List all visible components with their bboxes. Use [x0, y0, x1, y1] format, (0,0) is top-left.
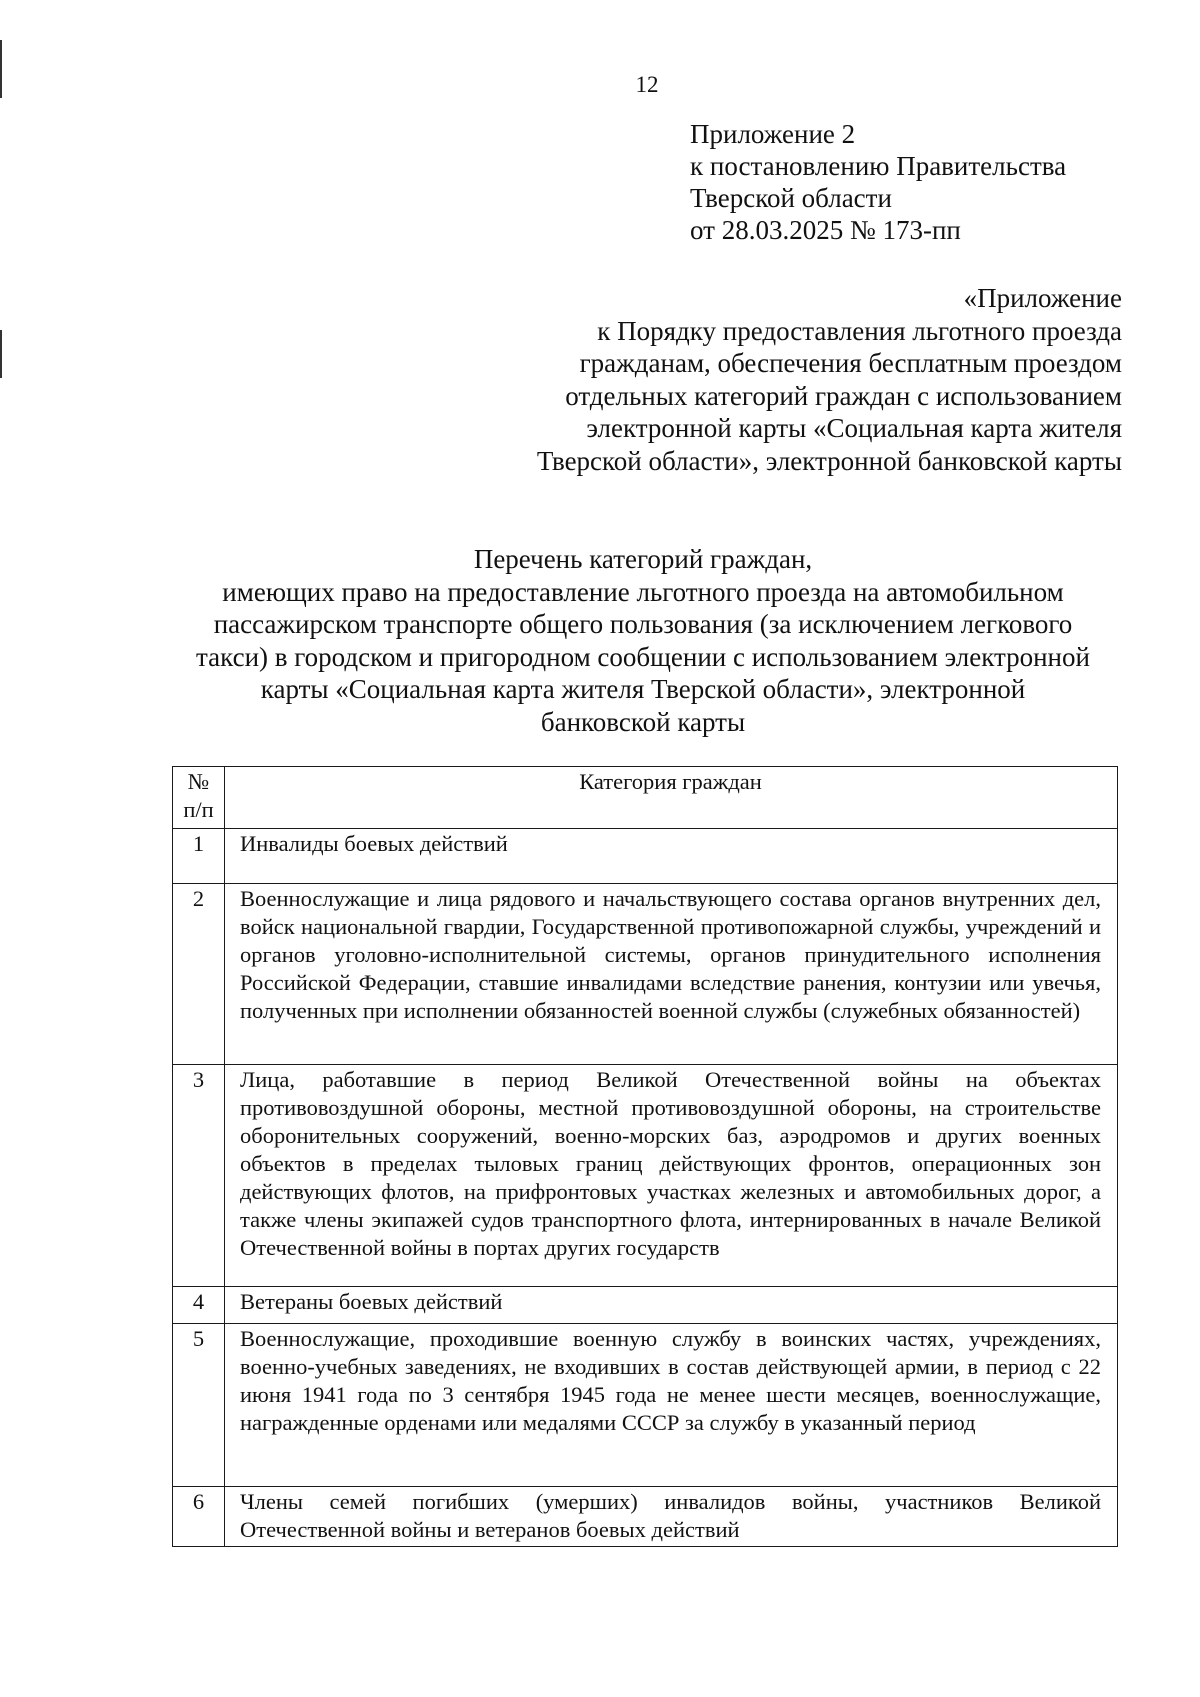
- scan-edge-mark: [0, 330, 2, 378]
- categories-table: [172, 766, 1118, 1547]
- row-category-text: Военнослужащие и лица рядового и начальствующего состава органов внутренних дел, войск национальной гвардии, Государственной противопожарной службы, учреждений и органов уголовно-исполнительной системы, органов принудительного исполнения Российской Федерации, ставшие инвалидами вследствие ранения, контузии или увечья, полученных при исполнении обязанностей военной службы (служебных обязанностей): [225, 884, 1118, 1065]
- procedure-line: отдельных категорий граждан с использованием: [565, 380, 1122, 411]
- appendix-line: Тверской области: [690, 183, 892, 213]
- list-title-line: имеющих право на предоставление льготного проезда на автомобильном: [222, 576, 1064, 607]
- procedure-reference: [422, 282, 1122, 477]
- table-row: [173, 1065, 1118, 1287]
- row-number: 6: [173, 1487, 225, 1547]
- list-title: [160, 543, 1126, 738]
- list-title-line: Перечень категорий граждан,: [473, 544, 813, 574]
- row-category-text: Ветераны боевых действий: [225, 1287, 1118, 1324]
- procedure-line: «Приложение: [963, 283, 1122, 313]
- list-title-line: пассажирском транспорте общего пользования (за исключением легкового: [213, 609, 1073, 639]
- table-row: [173, 829, 1118, 884]
- appendix-reference: [690, 118, 1066, 246]
- table-row: [173, 1324, 1118, 1487]
- procedure-line: Тверской области», электронной банковской карты: [536, 445, 1122, 476]
- table-row: [173, 1287, 1118, 1324]
- appendix-line: от 28.03.2025 № 173-пп: [690, 215, 961, 245]
- row-category-text: Члены семей погибших (умерших) инвалидов войны, участников Великой Отечественной войны и ветеранов боевых действий: [225, 1487, 1118, 1547]
- row-number: 3: [173, 1065, 225, 1287]
- row-number: 4: [173, 1287, 225, 1324]
- list-title-line: такси) в городском и пригородном сообщении с использованием электронной: [196, 641, 1090, 672]
- appendix-line: Приложение 2: [690, 119, 856, 149]
- row-category-text: Инвалиды боевых действий: [225, 829, 1118, 884]
- appendix-line: к постановлению Правительства: [690, 151, 1067, 181]
- row-number: 5: [173, 1324, 225, 1487]
- row-category-text: Лица, работавшие в период Великой Отечественной войны на объектах противовоздушной обороны, местной противовоздушной обороны, на строительстве оборонительных сооружений, военно-морских баз, аэродромов и других военных объектов в пределах тыловых границ действующих фронтов, операционных зон действующих флотов, на прифронтовых участках железных и автомобильных дорог, а также члены экипажей судов транспортного флота, интернированных в начале Великой Отечественной войны в портах других государств: [225, 1065, 1118, 1287]
- header-number-cell: [173, 767, 225, 829]
- header-category-cell: Категория граждан: [225, 767, 1118, 829]
- list-title-line: карты «Социальная карта жителя Тверской области», электронной: [260, 674, 1026, 704]
- row-number: 1: [173, 829, 225, 884]
- header-number-abbr: п/п: [183, 797, 214, 822]
- procedure-line: гражданам, обеспечения бесплатным проездом: [579, 348, 1122, 378]
- procedure-line: к Порядку предоставления льготного проезда: [597, 315, 1122, 346]
- row-number: 2: [173, 884, 225, 1065]
- table-row: [173, 884, 1118, 1065]
- table-row: [173, 1487, 1118, 1547]
- procedure-line: электронной карты «Социальная карта жителя: [586, 413, 1122, 443]
- page-number: 12: [635, 72, 659, 97]
- list-title-line: банковской карты: [540, 706, 746, 737]
- header-number-sign: №: [187, 769, 210, 794]
- row-category-text: Военнослужащие, проходившие военную службу в воинских частях, учреждениях, военно-учебных заведениях, не входивших в состав действующей армии, в период с 22 июня 1941 года по 3 сентября 1945 года не менее шести месяцев, военнослужащие, награжденные орденами или медалями СССР за службу в указанный период: [225, 1324, 1118, 1487]
- table-header-row: [173, 767, 1118, 829]
